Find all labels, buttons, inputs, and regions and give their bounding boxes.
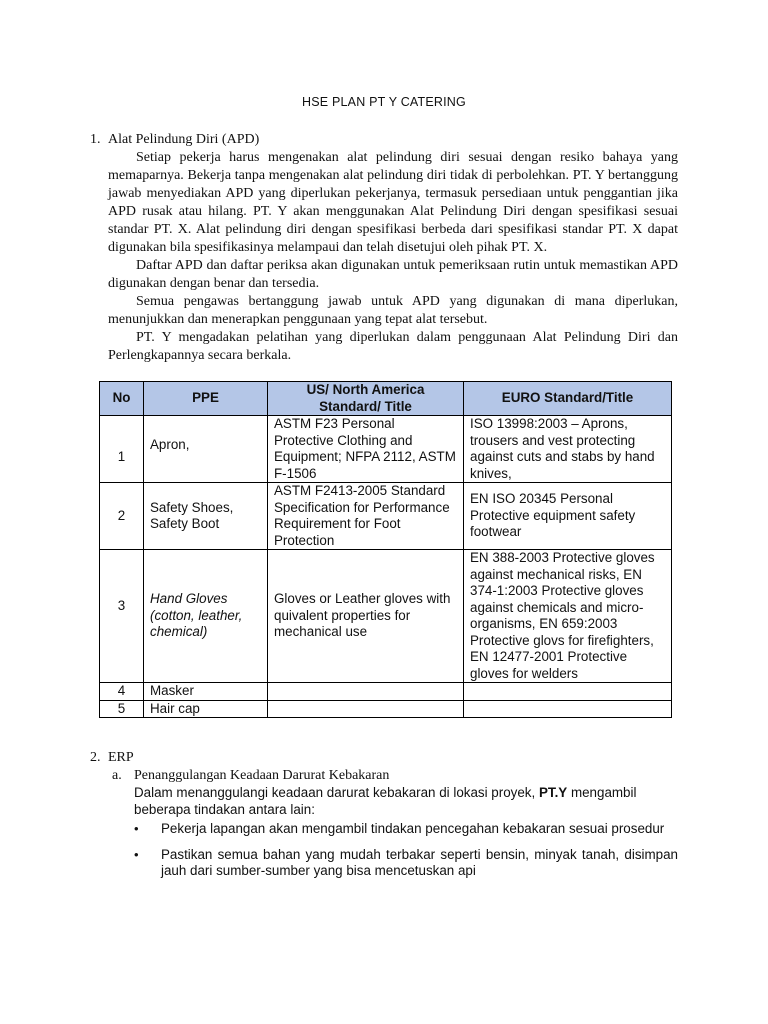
cell-us-standard: ASTM F2413-2005 Standard Specification for Performance Requirement for Foot Protection [268,483,464,550]
list-item-text: Pastikan semua bahan yang mudah terbakar seperti bensin, minyak tanah, disimpan jauh dari sumber-sumber yang bisa mencetuskan api [161,846,678,878]
header-no: No [100,382,144,416]
table-header-row [100,382,672,416]
company-name: PT.Y [538,785,568,800]
cell-no: 1 [100,416,144,483]
section-title: ERP [108,750,134,765]
list-item [134,847,678,880]
intro-text-end: mengambil beberapa tindakan antara lain: [134,785,637,817]
cell-us-standard [268,683,464,701]
cell-us-standard: Gloves or Leather gloves with quivalent properties for mechanical use [268,550,464,683]
section-number: 1. [90,132,101,147]
cell-ppe: Hand Gloves (cotton, leather, chemical) [144,550,268,683]
intro-text-start: Dalam menanggulangi keadaan darurat kebakaran di lokasi proyek, [134,785,539,800]
section-heading [90,749,678,767]
cell-euro-standard: EN ISO 20345 Personal Protective equipment safety footwear [464,483,672,550]
bullet-icon: • [134,821,139,836]
header-euro-standard: EURO Standard/Title [464,382,672,416]
table-row [100,416,672,483]
table-row [100,683,672,701]
subsection-heading [90,767,678,785]
cell-ppe: Safety Shoes, Safety Boot [144,483,268,550]
paragraph: PT. Y mengadakan pelatihan yang diperlukan dalam penggunaan Alat Pelindung Diri dan Perlengkapannya secara berkala. [108,330,678,363]
table-row [100,550,672,683]
document-title: HSE PLAN PT Y CATERING [302,95,466,109]
cell-us-standard [268,700,464,718]
paragraph: Setiap pekerja harus mengenakan alat pelindung diri sesuai dengan resiko bahaya yang memaparnya. Bekerja tanpa mengenakan alat pelindung diri tidak di perbolehkan. PT. Y bertanggung jawab menyediakan APD yang diperlukan pekerjanya, termasuk persediaan untuk penggantian jika APD rusak atau hilang. PT. Y akan menggunakan Alat Pelindung Diri dengan spesifikasi sesuai standar PT. X. Alat pelindung diri dengan spesifikasi berbeda dari spesifikasi standar PT. X dapat digunakan bila spesifikasinya melampaui dan telah disetujui oleh pihak PT. X. [108,150,678,255]
bullet-list [90,821,678,880]
cell-euro-standard: EN 388-2003 Protective gloves against mechanical risks, EN 374-1:2003 Protective gloves against chemicals and micro-organisms, EN 659:2003 Protective glovs for firefighters, EN 12477-2001 Protective gloves for welders [464,550,672,683]
section-erp [90,749,678,889]
section-heading [90,131,678,149]
paragraph: Daftar APD dan daftar periksa akan digunakan untuk pemeriksaan rutin untuk memastikan APD digunakan dengan benar dan tersedia. [108,258,678,291]
section-number: 2. [90,750,101,765]
cell-ppe: Hair cap [144,700,268,718]
cell-no: 5 [100,700,144,718]
ppe-table [99,381,672,718]
header-ppe: PPE [144,382,268,416]
list-item [134,821,678,838]
cell-ppe: Masker [144,683,268,701]
paragraph: Semua pengawas bertanggung jawab untuk APD yang digunakan di mana diperlukan, menunjukkan dan menerapkan penggunaan yang tepat alat tersebut. [108,294,678,327]
cell-euro-standard [464,700,672,718]
table-row [100,483,672,550]
cell-euro-standard [464,683,672,701]
cell-no: 3 [100,550,144,683]
table-row [100,700,672,718]
subsection-letter: a. [112,768,122,783]
cell-us-standard: ASTM F23 Personal Protective Clothing and Equipment; NFPA 2112, ASTM F-1506 [268,416,464,483]
cell-euro-standard: ISO 13998:2003 – Aprons, trousers and vest protecting against cuts and stabs by hand knives, [464,416,672,483]
intro-paragraph [90,785,678,818]
section-apd [90,131,678,365]
cell-ppe: Apron, [144,416,268,483]
header-us-standard: US/ North America Standard/ Title [268,382,464,416]
bullet-icon: • [134,846,139,862]
subsection-title: Penanggulangan Keadaan Darurat Kebakaran [134,768,390,783]
section-title: Alat Pelindung Diri (APD) [108,132,260,147]
list-item-text: Pekerja lapangan akan mengambil tindakan pencegahan kebakaran sesuai prosedur [161,821,665,836]
cell-no: 4 [100,683,144,701]
cell-no: 2 [100,483,144,550]
